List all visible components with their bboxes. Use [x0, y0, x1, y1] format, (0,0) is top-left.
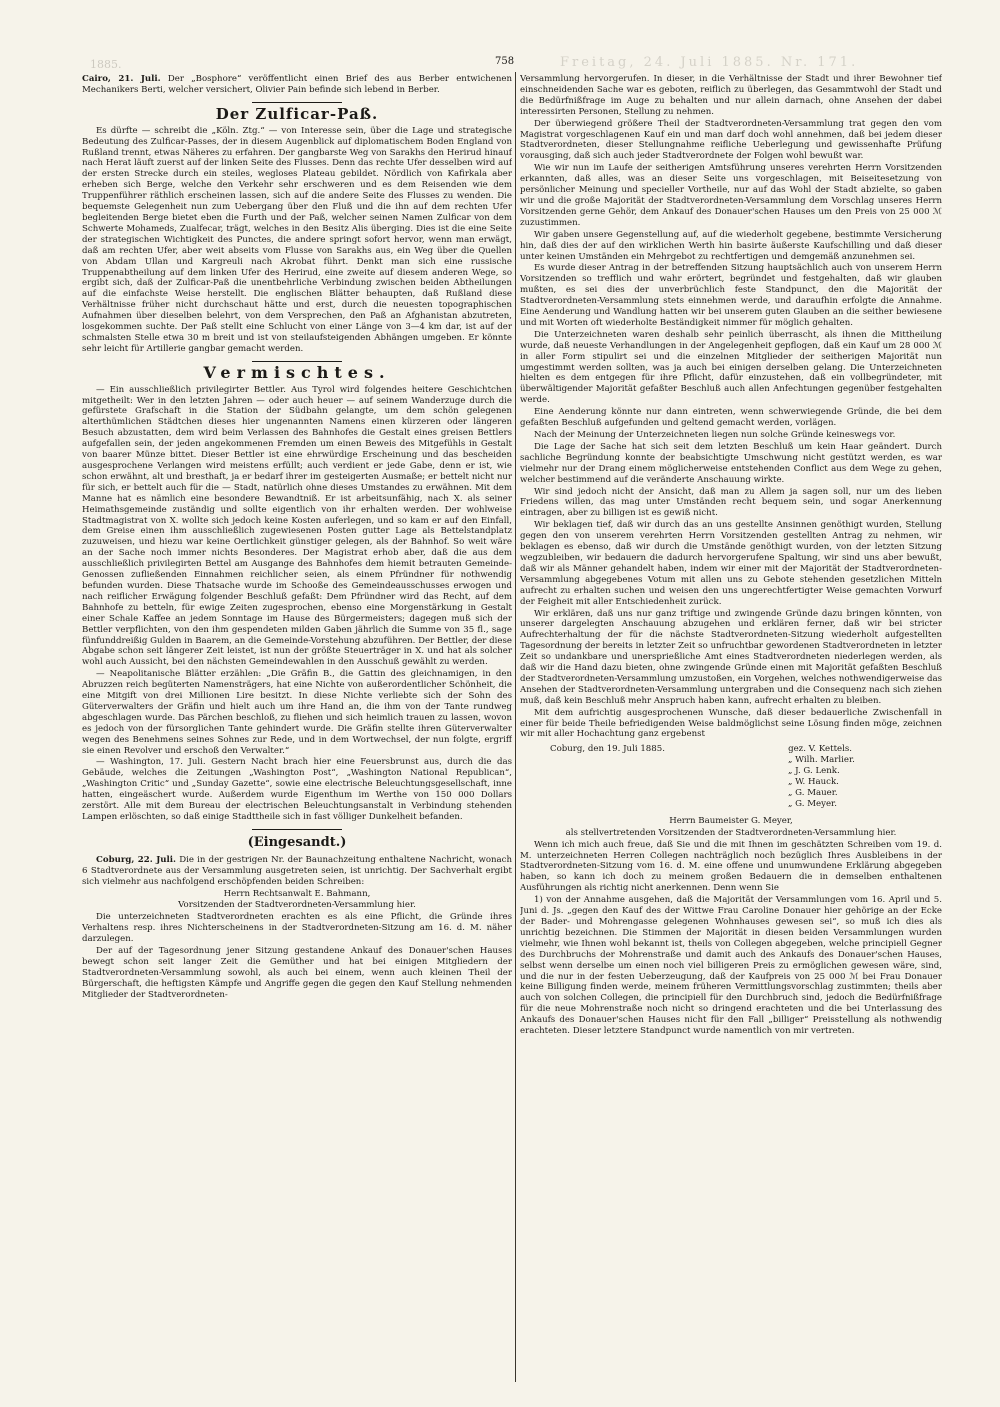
signature-name: „ J. G. Lenk. [788, 766, 840, 777]
eingesandt-title: (Eingesandt.) [247, 834, 347, 850]
cairo-report [82, 74, 512, 96]
letter-paragraph: Wir gaben unsere Gegenstellung auf, auf die wiederholt gegebene, bestimmte Versicherung hin, daß dies der auf den wirklichen Werth hin basirte äußerste Kaufschilling und daß dieser unter keinen Umständen ein Mehrgebot zu rechtfertigen und demgemäß anzunehmen sei. [520, 229, 942, 262]
cairo-dateline: Cairo, 21. Juli. [82, 74, 161, 84]
letter-paragraph: Eine Aenderung könnte nur dann eintreten, wenn schwerwiegende Gründe, die bei dem gefaßten Beschluß aufgefunden und geltend gemacht werden, vorlägen. [520, 407, 942, 429]
letter-paragraph: Mit dem aufrichtig ausgesprochenen Wunsche, daß dieser bedauerliche Zwischenfall in einer für beide Theile befriedigenden Weise baldmöglichst seine Lösung finden möge, zeichnen wir mit aller Hochachtung ganz ergebenst [520, 707, 942, 740]
section-rule [252, 361, 342, 362]
letter-paragraph: Der auf der Tagesordnung jener Sitzung gestandene Ankauf des Donauer'schen Hauses bewegt schon seit langer Zeit die Gemüther und hat bei einigen Mitgliedern der Stadtverordneten-Versammlung sowohl, als auch bei einem, wenn auch kleinen Theil der Bürgerschaft, die heftigsten Kämpfe und Angriffe gegen die gegen den Kauf Stellung nehmenden Mitglieder der Stadtverordneten- [82, 946, 512, 1000]
addressee-line-1: Herrn Baumeister G. Meyer, [669, 815, 793, 826]
bleed-through-header: Freitag, 24. Juli 1885. Nr. 171. [560, 55, 859, 70]
beggar-story: — Ein ausschließlich privilegirter Bettler. Aus Tyrol wird folgendes heitere Geschichtchen mitgetheilt: Wer in den letzten Jahren — oder auch heuer — auf seinem Wanderzuge durch die gefürstete Grafschaft in die Station der Südbahn gelangte, um dem schön gelegenen alterthümlichen Städtchen dieses hier ungenannten Namens einen kürzeren oder längeren Besuch abzustatten, dem wird beim Verlassen des Bahnhofes die Gestalt eines greisen Bettlers aufgefallen sein, der jeden angekommenen Fremden um einen Beweis des Mitgefühls in Gestalt von baarer Münze bittet. Dieser Bettler ist eine ehrwürdige Erscheinung und das bescheiden ausgesprochene Verlangen wird meistens erfüllt; auch verdient er jede Gabe, denn er ist, wie schon erwähnt, alt und bresthaft, ja er bedarf ihrer im gesteigerten Ausmaße; er bettelt nicht nur für sich, er bettelt auch für die — Stadt, natürlich ohne dieses Umstandes zu erwähnen. Mit dem Manne hat es nämlich eine besondere Bewandtniß. Er ist arbeitsunfähig, nach X. als seiner Heimathsgemeinde zuständig und sollte eigentlich von ihr erhalten werden. Der wohlweise Stadtmagistrat von X. wollte sich jedoch keine Kosten auferlegen, und so kam er auf den Einfall, dem Greise einen ihm ausschließlich zugewiesenen Posten gutter Lage als Bettelstandplatz zuzuweisen, und hiezu war keine Oertlichkeit günstiger gelegen, als der Bahnhof. So weit wäre an der Sache noch immer nichts Besonderes. Der Magistrat erhob aber, daß die aus dem ausschließlich privilegirten Bettel am Ausgange des Bahnhofes dem hiemit betrauten Gemeinde-Genossen zufließenden Einnahmen reichlicher seien, als einem Pfründner für nothwendig befunden wurden. Diese Thatsache wurde im Schooße des Gemeindeausschusses erwogen und nach reiflicher Erwägung folgender Beschluß gefaßt: Dem Pfründner wird das Recht, auf dem Bahnhofe zu betteln, für ewige Zeiten zugesprochen, ebenso eine Morgenstärkung in Gestalt einer Schale Kaffee an jedem Sonntage im Hause des Bürgermeisters; dagegen muß sich der Bettler verpflichten, von den ihm gespendeten milden Gaben jährlich die Summe von 35 fl., sage fünfunddreißig Gulden in Baarem, an die Gemeinde-Vorstehung abzuführen. Der Bettler, der diese Abgabe schon seit längerer Zeit leistet, ist nun der größte Steuerträger in X. und hat als solcher wohl auch Aussicht, bei den nächsten Gemeindewahlen in den Ausschuß gewählt zu werden. [82, 384, 512, 668]
addressee-line-1: Herrn Rechtsanwalt E. Bahmann, [223, 888, 371, 899]
letter-paragraph: Wir beklagen tief, daß wir durch das an uns gestellte Ansinnen genöthigt wurden, Stellung gegen den von unserem verehrten Herrn Vorsitzenden gestellten Antrag zu nehmen, wir beklagen es ebenso, daß wir durch die Umstände genöthigt wurden, von der letzten Sitzung wegzubleiben, wir bedauern die dadurch hervorgerufene Spaltung, wir sind uns aber bewußt, daß wir als Männer gehandelt haben, indem wir einer mit der Majorität der Stadtverordneten-Versammlung abgegebenes Votum mit allen uns zu Gebote stehenden gesetzlichen Mitteln aufrecht zu erhalten suchen und weisen den uns ungerechtfertigter Weise gemachten Vorwurf der Feigheit mit aller Entschiedenheit zurück. [520, 520, 942, 607]
cairo-text: Der „Bosphore“ veröffentlicht einen Brief des aus Berber entwichenen Mechanikers Berti, welcher versichert, Olivier Pain befinde sich lebend in Berber. [82, 74, 512, 95]
vermischtes-title: Vermischtes. [203, 362, 391, 382]
letter-paragraph: Die Lage der Sache hat sich seit dem letzten Beschluß um kein Haar geändert. Durch sachliche Begründung konnte der beabsichtigte Umschwung nicht gestützt werden, es war vielmehr nur der Drang einem möglicherweise entstehenden Conflict aus dem Wege zu gehen, welcher bestimmend auf die veränderte Anschauung wirkte. [520, 441, 942, 485]
signature-prefix: gez. [788, 744, 806, 755]
letter-paragraph: Wir erklären, daß uns nur ganz triftige und zwingende Gründe dazu bringen könnten, von unserer dargelegten Anschauung abzugehen und erklären ferner, daß wir bei stricter Aufrechterhaltung der für die nächste Stadtverordneten-Sitzung wiederholt aufgestellten Tagesordnung der bereits in letzter Zeit so unfruchtbar gewordenen Stadtverordneten in letzter Zeit so undankbare und unersprießliche Amt eines Stadtverordneten niederlegen werden, als daß wir die Hand dazu bieten, ohne zwingende Gründe einen mit Majorität gefaßten Beschluß der Stadtverordneten-Versammlung umzustoßen, ein Vorgehen, welches nothwendigerweise das Ansehen der Stadtverordneten-Versammlung untergraben und die Consequenz nach sich ziehen muß, daß kein Beschluß mehr Anspruch haben kann, aufrecht erhalten zu bleiben. [520, 608, 942, 706]
signature-name: „ W. Hauck. [788, 777, 839, 788]
right-column [520, 74, 942, 1384]
letter-paragraph: 1) von der Annahme ausgehen, daß die Majorität der Versammlungen vom 16. April und 5. Juni d. Js. „gegen den Kauf des der Wittwe Frau Caroline Donauer hier gehörige an der Ecke der Bader- und Mohrengasse gelegenen Wohnhauses gewesen sei“, so muß ich dies als unrichtig bezeichnen. Die Stimmen der Majorität in diesen beiden Versammlungen wurden vielmehr, wie Ihnen wohl bekannt ist, theils von Collegen abgegeben, welche principiell Gegner des Durchbruchs der Mohrenstraße und damit auch des Ankaufs des Donauer'schen Hauses, selbst wenn derselbe um einen noch viel billigeren Preis zu ermöglichen gewesen wäre, sind, und die nur in der festen Ueberzeugung, daß der Kaufpreis von 25 000 ℳ bei Frau Donauer keine Billigung finden werde, meinem früheren Vermittlungsvorschlag zustimmten; theils aber auch von solchen Collegen, die principiell für den Durchbruch sind, jedoch die Bedürfnißfrage für die neue Mohrenstraße noch nicht so dringend erachteten und die bei Unterlassung des Ankaufs des Donauer'schen Hauses nicht für den Fall „billiger“ Preisstellung als nothwendig erachteten. Dieser letztere Standpunct wurde namentlich von mir vertreten. [520, 895, 942, 1037]
signature-name: „ G. Meyer. [788, 798, 837, 809]
signature-name: V. Kettels. [808, 744, 852, 755]
coburg-intro [82, 855, 512, 888]
letter-dateline: Coburg, den 19. Juli 1885. [550, 744, 665, 755]
signature-name: „ Wilh. Marlier. [788, 755, 855, 766]
column-divider [515, 72, 516, 1382]
zulficar-paragraph: Es dürfte — schreibt die „Köln. Ztg.“ — von Interesse sein, über die Lage und strategische Bedeutung des Zulficar-Passes, der in diesem Augenblick auf diplomatischem Boden England von Rußland trennt, etwas Näheres zu erfahren. Der gangbarste Weg von Sarakhs den Herirud hinauf nach Herat läuft zuerst auf der linken Seite des Flusses. Denn das rechte Ufer desselben wird auf der ersten Strecke durch ein steiles, wegloses Plateau gebildet. Nördlich von Kafirkala aber erheben sich Berge, welche den Verkehr sehr erschweren und es dem Reisenden wie dem Truppenführer räthlich erscheinen lassen, sich auf die andere Seite des Flusses zu wenden. Die bequemste Gelegenheit nun zum Uebergang über den Fluß und die ihn auf dem rechten Ufer begleitenden Berge bietet eben die Furth und der Paß, welcher seinen Namen Zulficar von dem Schwerte Mohameds, Zualfecar, trägt, welches in den Besitz Alis überging. Dies ist die eine Seite der strategischen Wichtigkeit des Punctes, die andere springt sofort hervor, wenn man erwägt, daß am rechten Ufer, aber weit abseits vom Flusse von Sarakhs aus, ein Weg über die Quellen von Abdam Ullan und Kargreuli nach Akrobat führt. Denkt man sich eine russische Truppenabtheilung auf dem linken Ufer des Herirud, eine zweite auf diesem anderen Wege, so ergibt sich, daß der Zulficar-Paß die unentbehrliche Verbindung zwischen beiden Abtheilungen auf die einfachste Weise herstellt. Die englischen Blätter behaupten, daß Rußland diese Verhältnisse früher nicht durchschaut hätte und erst, durch die neuesten topographischen Aufnahmen über dieselben belehrt, von dem Versprechen, den Paß an Afghanistan abzutreten, losgekommen suchte. Der Paß stellt eine Schlucht von einer Länge von 3—4 km dar, ist auf der schmalsten Stelle etwa 30 m breit und ist von steilaufsteigenden Abhängen umgeben. Er könnte sehr leicht für Artillerie gangbar gemacht werden. [82, 125, 512, 354]
bleed-through-left: 1885. [90, 58, 122, 71]
addressee-line-2: Vorsitzenden der Stadtverordneten-Versammlung hier. [178, 900, 416, 911]
left-column [82, 74, 512, 1374]
letter-paragraph: Wie wir nun im Laufe der seitherigen Amtsführung unseres verehrten Herrn Vorsitzenden erkannten, daß alles, was an dieser Seite uns vorgeschlagen, mit Beiseitesetzung von persönlicher Meinung und specieller Vortheile, nur auf das Wohl der Stadt abzielte, so gaben wir und die große Majorität der Stadtverordneten-Versammlung dem Vorschlag unseres Herrn Vorsitzenden gerne Gehör, dem Ankauf des Donauer'schen Hauses um den Preis von 25 000 ℳ zuzustimmen. [520, 163, 942, 228]
letter-paragraph: Versammlung hervorgerufen. In dieser, in die Verhältnisse der Stadt und ihrer Bewohner tief einschneidenden Sache war es geboten, reiflich zu überlegen, das Gesammtwohl der Stadt und die Bedürfnißfrage im Auge zu behalten und nur allein darnach, ohne Ansehen der dabei interessirten Personen, Stellung zu nehmen. [520, 74, 942, 117]
letter-paragraph: Nach der Meinung der Unterzeichneten liegen nun solche Gründe keineswegs vor. [534, 430, 896, 440]
letter-paragraph: Die unterzeichneten Stadtverordneten erachten es als eine Pflicht, die Gründe ihres Verhaltens resp. ihres Nichterscheinens in der Stadtverordneten-Sitzung am 16. d. M. näher darzulegen. [82, 912, 512, 945]
naples-story: — Neapolitanische Blätter erzählen: „Die Gräfin B., die Gattin des gleichnamigen, in den Abruzzen reich begüterten Namensträgers, hat eine Nichte von außerordentlicher Schönheit, die eine Mitgift von drei Millionen Lire besitzt. In diese Nichte verliebte sich der Sohn des Güterverwalters der Gräfin und hielt auch um ihre Hand an, die ihm von der Tante rundweg abgeschlagen wurde. Das Pärchen beschloß, zu fliehen und sich heimlich trauen zu lassen, wovon es jedoch von der fürsorglichen Tante gehindert wurde. Die Gräfin stellte ihren Güterverwalter wegen des Benehmens seines Sohnes zur Rede, und in dem Wortwechsel, der nun folgte, ergriff sie einen Revolver und erschoß den Verwalter.“ [82, 669, 512, 756]
signature-name: „ G. Mauer. [788, 788, 838, 798]
zulficar-title: Der Zulficar-Paß. [215, 104, 379, 123]
washington-story: — Washington, 17. Juli. Gestern Nacht brach hier eine Feuersbrunst aus, durch die das Gebäude, welches die Zeitungen „Washington Post“, „Washington National Republican“, „Washington Critic“ und „Sunday Gazette“, sowie eine electrische Beleuchtungsgesellschaft, inne hatten, eingeäschert wurde. Außerdem wurde Eigenthum im Werthe von 150 000 Dollars zerstört. Alle mit dem Bureau der electrischen Beleuchtungsanstalt in Verbindung stehenden Lampen erlöschten, so daß einige Stadttheile sich in fast völliger Dunkelheit befanden. [82, 757, 512, 822]
coburg-dateline: Coburg, 22. Juli. [96, 854, 177, 865]
section-rule [252, 102, 342, 103]
letter-paragraph: Der überwiegend größere Theil der Stadtverordneten-Versammlung trat gegen den vom Magistrat vorgeschlagenen Kauf ein und man darf doch wohl annehmen, daß bei jedem dieser Stadtverordneten, dieser Stellungnahme reifliche Ueberlegung und gewissenhafte Prüfung vorausging, daß sich auch jeder Stadtverordnete der Folgen wohl bewußt war. [520, 118, 942, 162]
dateline-row [520, 744, 942, 755]
addressee-line-2: als stellvertretenden Vorsitzenden der Stadtverordneten-Versammlung hier. [565, 827, 897, 838]
section-rule [252, 829, 342, 830]
page-number: 758 [495, 56, 515, 67]
coburg-intro-text: Die in der gestrigen Nr. der Baunachzeitung enthaltene Nachricht, wonach 6 Stadtverordnete aus der Versammlung ausgetreten seien, ist unrichtig. Der Sachverhalt ergibt sich vielmehr aus nachfolgend erschöpfenden beiden Schreiben: [82, 854, 512, 887]
signature-first [788, 744, 942, 755]
letter-paragraph: Wir sind jedoch nicht der Ansicht, daß man zu Allem ja sagen soll, nur um des lieben Friedens willen, das mag unter Umständen recht bequem sein, und sogar Anerkennung eintragen, aber zu billigen ist es gewiß nicht. [520, 486, 942, 519]
signature-block [520, 744, 942, 809]
letter-paragraph: Die Unterzeichneten waren deshalb sehr peinlich überrascht, als ihnen die Mittheilung wurde, daß neueste Verhandlungen in der Angelegenheit gepflogen, daß ein Kauf um 28 000 ℳ in aller Form stipulirt sei und die einzelnen Mitglieder der seitherigen Majorität nun umgestimmt werden sollten, was ja auch bei einigen derselben gelang. Die Unterzeichneten hielten es dem entgegen für ihre Pflicht, dafür einzustehen, daß ein vollbegründeter, mit überwältigender Majorität gefaßter Beschluß auch allen Anfechtungen gegenüber festgehalten werde. [520, 329, 942, 406]
letter-paragraph: Wenn ich mich auch freue, daß Sie und die mit Ihnen im geschätzten Schreiben vom 19. d. M. unterzeichneten Herren Collegen nachträglich noch bezüglich Ihres Ausbleibens in der Stadtverordneten-Sitzung vom 16. d. M. eine offene und unumwundene Erklärung abgegeben haben, so kann ich doch zu meinem großen Bedauern die in demselben enthaltenen Ausführungen als richtig nicht anerkennen. Denn wenn Sie [520, 839, 942, 894]
letter-paragraph: Es wurde dieser Antrag in der betreffenden Sitzung hauptsächlich auch von unserem Herrn Vorsitzenden so trefflich und wahr erörtert, begründet und festgehalten, daß wir glauben mußten, es sei dies der unverbrüchlich feste Standpunct, den die Majorität der Stadtverordneten-Versammlung stets einnehmen werde, und daraufhin erfolgte die Annahme. Eine Aenderung und Wandlung hatten wir bei unserem guten Glauben an die seither bewiesene und mit Worten oft wiederholte Beständigkeit nimmer für möglich gehalten. [520, 263, 942, 328]
